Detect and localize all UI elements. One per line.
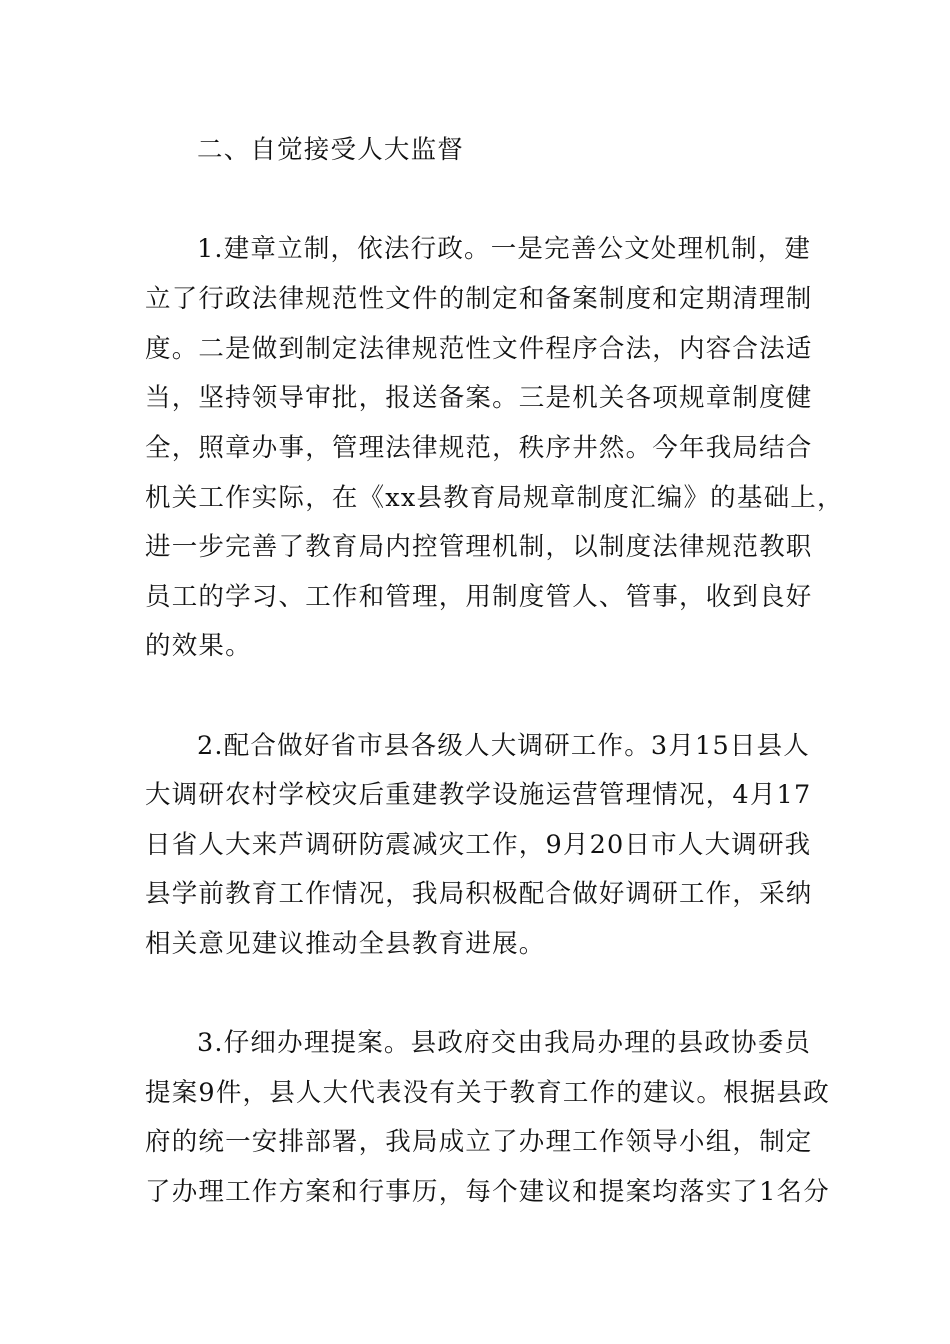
paragraph-line: 府的统一安排部署，我局成立了办理工作领导小组，制定 — [145, 1127, 813, 1157]
section-heading-text: 二、自觉接受人大监督 — [197, 135, 465, 165]
paragraph-line: 当，坚持领导审批，报送备案。三是机关各项规章制度健 — [145, 383, 813, 413]
section-heading — [0, 135, 950, 165]
paragraph-line: 1.建章立制，依法行政。一是完善公文处理机制，建 — [197, 234, 812, 264]
paragraph-line: 立了行政法律规范性文件的制定和备案制度和定期清理制 — [145, 284, 813, 314]
paragraph-line: 提案9件，县人大代表没有关于教育工作的建议。根据县政 — [145, 1078, 830, 1108]
paragraph-line: 县学前教育工作情况，我局积极配合做好调研工作，采纳 — [145, 879, 813, 909]
paragraph-line: 机关工作实际，在《xx县教育局规章制度汇编》的基础上， — [145, 483, 844, 513]
paragraph-line: 相关意见建议推动全县教育进展。 — [145, 929, 546, 959]
paragraph-line: 3.仔细办理提案。县政府交由我局办理的县政协委员 — [197, 1028, 812, 1058]
paragraph-line: 大调研农村学校灾后重建教学设施运营管理情况，4月17 — [145, 780, 812, 810]
paragraph-line: 度。二是做到制定法律规范性文件程序合法，内容合法适 — [145, 334, 813, 364]
paragraph-line: 了办理工作方案和行事历，每个建议和提案均落实了1名分 — [145, 1177, 830, 1207]
paragraph-line: 的效果。 — [145, 631, 252, 661]
paragraph-line: 全，照章办事，管理法律规范，秩序井然。今年我局结合 — [145, 433, 813, 463]
paragraph-line: 进一步完善了教育局内控管理机制，以制度法律规范教职 — [145, 532, 813, 562]
paragraph-line: 员工的学习、工作和管理，用制度管人、管事，收到良好 — [145, 582, 813, 612]
paragraph-line: 2.配合做好省市县各级人大调研工作。3月15日县人 — [197, 731, 811, 761]
paragraph-line: 日省人大来芦调研防震减灾工作，9月20日市人大调研我 — [145, 830, 812, 860]
